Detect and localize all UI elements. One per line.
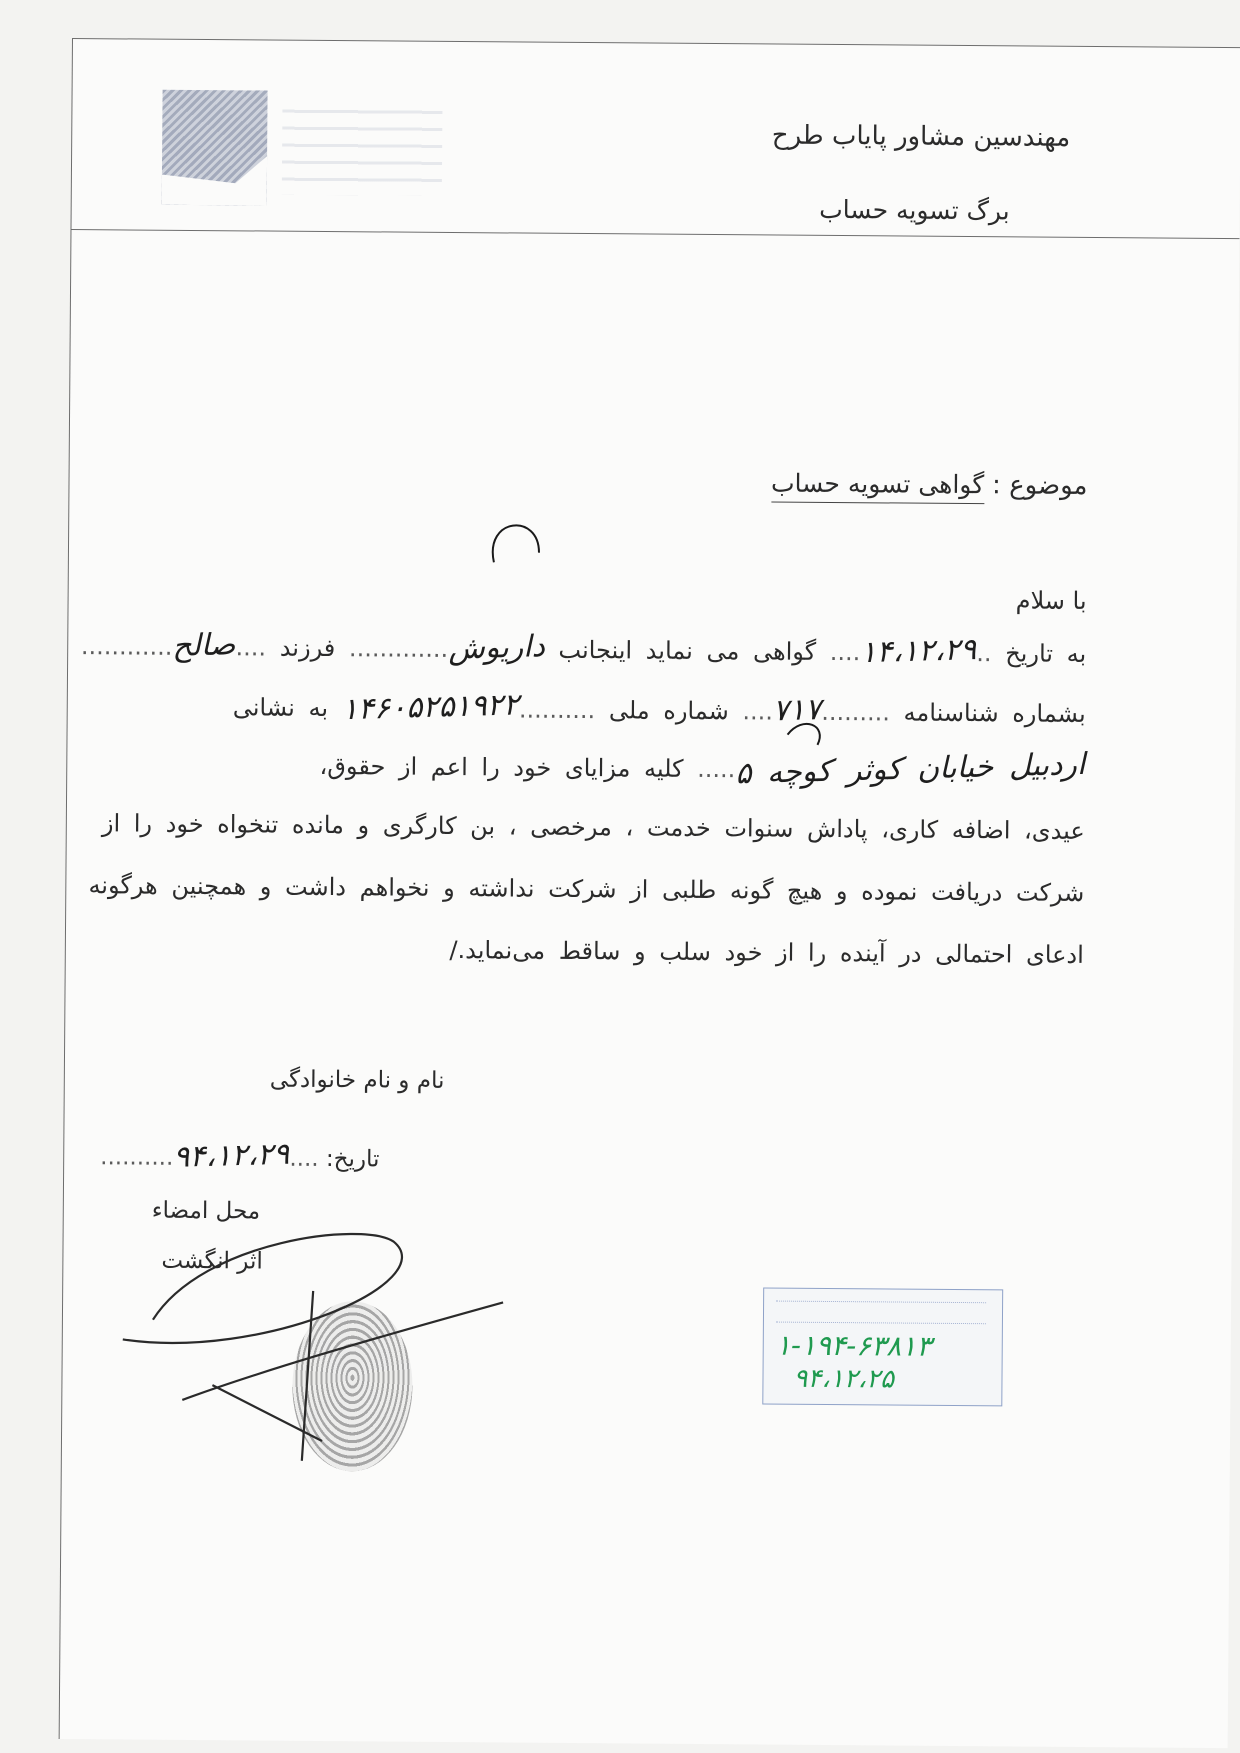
body-line-3: اردبیل خیابان کوثر کوچه ۵..... کلیه مزایای خود را اعم از حقوق،: [319, 746, 1086, 792]
employee-name-handwritten: داریوش: [447, 629, 546, 667]
national-id-handwritten: ۱۴۶۰۵۲۵۱۹۲۲: [341, 687, 520, 728]
address-label: به نشانی: [232, 693, 329, 723]
body-line-1: به تاریخ ..۱۴،۱۲،۲۹.... گواهی می نماید اینجانب داریوش............. فرزند ....صالح............: [80, 627, 1087, 671]
annotation-arc: [787, 724, 819, 745]
child-of-label: فرزند: [279, 633, 336, 663]
date-prefix: به تاریخ: [1005, 639, 1087, 668]
greeting: با سلام: [1015, 586, 1087, 615]
signature-place-label: محل امضاء: [151, 1197, 261, 1225]
handwriting-overlay: [60, 39, 1240, 1748]
fingerprint-label: اثر انگشت: [161, 1247, 263, 1275]
certify-text: گواهی می نماید اینجانب: [558, 635, 817, 666]
id-label: بشماره شناسنامه: [903, 698, 1086, 728]
father-name-handwritten: صالح: [172, 627, 237, 664]
company-name: مهندسین مشاور پایاب طرح: [771, 120, 1071, 153]
national-id-label: شماره ملی: [608, 696, 729, 726]
stamp-number: ۱-۱۹۴-۶۳۸۱۳: [775, 1328, 932, 1363]
stamp-faint-header: [776, 1301, 986, 1325]
registration-stamp: [762, 1287, 1003, 1406]
name-label: نام و نام خانوادگی: [269, 1066, 445, 1094]
id-number-handwritten: ۷۱۷: [772, 692, 822, 729]
stamp-date: ۹۴،۱۲،۲۵: [793, 1363, 895, 1395]
body-line-5: شرکت دریافت نموده و هیچ گونه طلبی از شرکت نداشته و نخواهم داشت و همچنین هرگونه: [88, 871, 1085, 907]
address-handwritten: اردبیل خیابان کوثر کوچه ۵: [734, 746, 1086, 792]
form-title: برگ تسویه حساب: [819, 194, 1010, 226]
body-line-6: ادعای احتمالی در آینده را از خود سلب و ساقط می‌نماید./: [449, 935, 1084, 969]
body-line-2: بشماره شناسنامه .........۷۱۷.... شماره ملی ..........۱۴۶۰۵۲۵۱۹۲۲ به نشانی: [232, 687, 1086, 729]
subject-label: موضوع :: [991, 470, 1088, 501]
signature-date-label: تاریخ:: [325, 1146, 380, 1173]
benefits-text: کلیه مزایای خود را اعم از حقوق،: [319, 751, 684, 783]
document-page: [59, 38, 1240, 1748]
subject-value: گواهی تسویه حساب: [771, 469, 984, 505]
annotation-arc: [493, 525, 540, 562]
body-line-4: عیدی، اضافه کاری، پاداش سنوات خدمت ، مرخصی ، بن کارگری و مانده تنخواه خود را از: [101, 809, 1085, 845]
signature-scribble: [122, 1232, 504, 1462]
signature-date-handwritten: ۹۴،۱۲،۲۹: [172, 1136, 290, 1175]
date-handwritten: ۱۴،۱۲،۲۹: [859, 632, 977, 671]
signature-date: تاریخ: ....۹۴،۱۲،۲۹..........: [100, 1136, 380, 1175]
